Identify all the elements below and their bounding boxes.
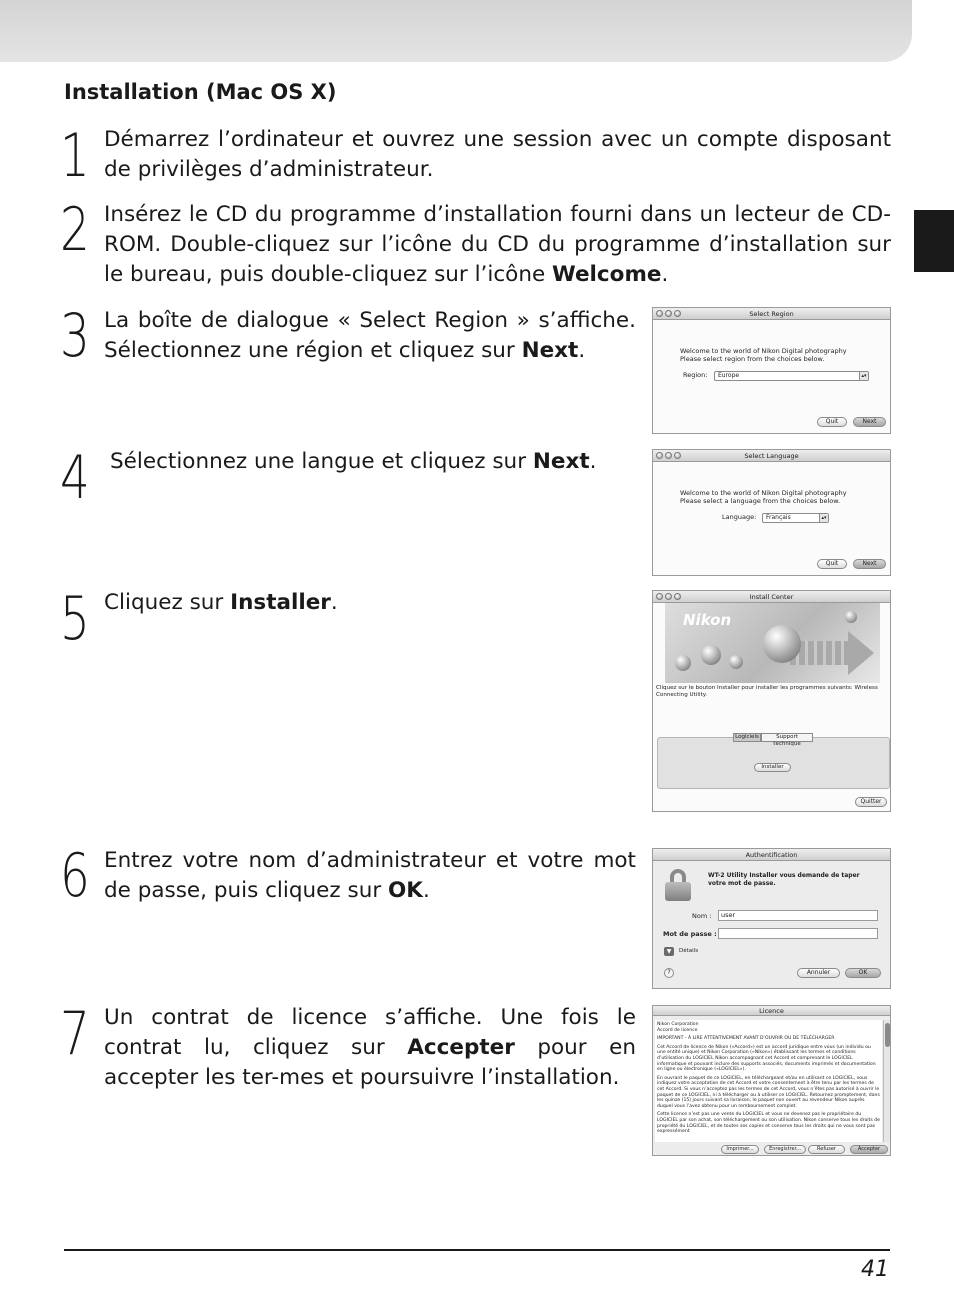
next-button[interactable]: Next — [853, 559, 886, 569]
name-field[interactable]: user — [718, 910, 878, 921]
minimize-window-icon[interactable] — [665, 452, 672, 459]
details-label: Détails — [679, 948, 699, 954]
step-number: 4 — [60, 443, 90, 513]
popup-arrows-icon: ▴▾ — [819, 514, 828, 522]
close-window-icon[interactable] — [656, 452, 663, 459]
close-window-icon[interactable] — [656, 593, 663, 600]
step-text-emphasis: OK — [388, 878, 423, 903]
footer-rule — [64, 1249, 890, 1251]
name-label: Nom : — [692, 912, 712, 920]
tab-software[interactable]: Logiciels — [733, 733, 761, 742]
step-text-body: Entrez votre nom d’administrateur et votre mot de passe, puis cliquez sur — [104, 848, 636, 903]
quit-button[interactable]: Quit — [817, 559, 847, 569]
auth-message: WT-2 Utility Installer vous demande de taper — [708, 872, 860, 879]
language-selected-value: Français — [766, 514, 791, 521]
minimize-window-icon[interactable] — [665, 593, 672, 600]
zoom-window-icon[interactable] — [674, 452, 681, 459]
select-region-window — [652, 307, 891, 434]
header-band — [0, 0, 912, 62]
auth-message-end: votre mot de passe. — [708, 880, 776, 887]
step-text-end: . — [330, 590, 338, 615]
prompt-text: Please select a language from the choices below. — [680, 497, 841, 505]
step-text-body: La boîte de dialogue « Select Region » s’affiche. Sélectionnez une région et cliquez sur — [104, 308, 636, 363]
step-text — [104, 588, 636, 618]
step-number: 3 — [60, 301, 90, 371]
step-text-end: . — [661, 262, 669, 287]
step-text-end: . — [422, 878, 430, 903]
page-number: 41 — [861, 1257, 889, 1282]
password-field[interactable] — [718, 928, 878, 939]
step-text — [104, 846, 636, 906]
step-text-end: . — [589, 449, 597, 474]
step-text-body: Insérez le CD du programme d’installation fourni dans un lecteur de CD-ROM. Double-cliquez sur l’icône du CD du programme d’installation sur le bureau, puis double-cliquez sur l’icône — [104, 202, 891, 287]
step-text — [104, 306, 636, 366]
region-selected-value: Europe — [718, 372, 740, 379]
language-label: Language: — [722, 513, 757, 521]
region-label: Region: — [683, 371, 708, 379]
step-text — [104, 1003, 636, 1093]
nikon-logo: Nikon — [683, 611, 732, 629]
step-text-body: Un contrat de licence s’affiche. Une fois le contrat lu, cliquez sur — [104, 1005, 636, 1060]
step-text-body: Démarrez l’ordinateur et ouvrez une session avec un compte disposant de privilèges d’administrateur. — [104, 127, 891, 182]
save-button[interactable]: Enregistrer... — [764, 1145, 806, 1154]
quit-button[interactable]: Quitter — [855, 797, 887, 807]
window-titlebar — [653, 308, 890, 320]
step-text-emphasis: Welcome — [552, 262, 662, 287]
window-title: Select Language — [744, 452, 799, 460]
step-text — [110, 447, 636, 477]
install-description: Cliquez sur le bouton Installer pour installer les programmes suivants: Wireless — [656, 685, 878, 691]
section-tab — [914, 210, 954, 272]
quit-button[interactable]: Quit — [817, 417, 847, 427]
license-line: Cet Accord de licence de Nikon («Accord») est un accord juridique entre vous (un individu ou une entité unique) et Nikon Corporation («Nikon») établissant les termes et conditions d’utilisation du LOGICIEL Nikon accompagnant cet Accord et comprenant le LOGICIEL informatique et pouvant inclure des supports associés, documents imprimés et documentation en ligne ou électronique («LOGICIEL»). — [657, 1044, 876, 1073]
zoom-window-icon[interactable] — [674, 593, 681, 600]
license-window — [652, 1005, 891, 1156]
lock-icon — [665, 869, 691, 901]
step-text-body: Cliquez sur — [104, 590, 231, 615]
authentication-window — [652, 848, 891, 989]
help-button[interactable]: ? — [664, 968, 674, 978]
nikon-banner-image — [665, 603, 880, 683]
cancel-button[interactable]: Annuler — [797, 968, 840, 978]
install-center-window — [652, 590, 891, 812]
refuse-button[interactable]: Refuser — [808, 1145, 845, 1154]
license-scrollbar[interactable] — [883, 1020, 890, 1142]
scrollbar-thumb[interactable] — [885, 1023, 890, 1047]
region-select[interactable] — [714, 371, 869, 381]
step-text — [104, 125, 891, 185]
window-title: Authentification — [745, 851, 798, 859]
select-language-window — [652, 449, 891, 576]
language-select[interactable] — [762, 513, 829, 523]
password-label: Mot de passe : — [663, 930, 717, 938]
license-line: En ouvrant le paquet de ce LOGICIEL, en téléchargeant et/ou en utilisant ce LOGICIEL, vous indiquez votre acceptation de cet Accord et votre consentement à être tenu par les termes de cet Accord. Si vous n’acceptez pas les termes de cet Accord, vous n’êtes pas autorisé à ouvrir le paquet de ce LOGICIEL, ni à télécharger ou à utiliser ce LOGICIEL. Retournez promptement, dans les quinze (15) jours suivant sa livraison, le paquet non ouvert au revendeur Nikon auprès duquel vous l’avez obtenu pour un remboursement complet. — [657, 1075, 880, 1109]
section-heading: Installation (Mac OS X) — [64, 80, 337, 104]
window-title: Install Center — [749, 593, 794, 601]
window-title: Licence — [759, 1007, 784, 1015]
print-button[interactable]: Imprimer... — [721, 1145, 759, 1154]
install-button[interactable]: Installer — [754, 763, 791, 772]
license-line: Nikon Corporation — [657, 1022, 699, 1027]
step-text-body: Sélectionnez une langue et cliquez sur — [110, 449, 533, 474]
welcome-text: Welcome to the world of Nikon Digital photography — [680, 489, 847, 497]
step-number: 7 — [60, 999, 90, 1069]
license-line: IMPORTANT - À LIRE ATTENTIVEMENT AVANT D’OUVRIR OU DE TÉLÉCHARGER — [657, 1036, 835, 1042]
step-text-end: pour en accepter les ter-mes et poursuivre l’installation. — [104, 1035, 637, 1090]
next-button[interactable]: Next — [853, 417, 886, 427]
tab-support[interactable]: Support technique — [761, 733, 813, 742]
ok-button[interactable]: OK — [845, 968, 881, 978]
window-title: Select Region — [749, 310, 794, 318]
step-text-emphasis: Next — [521, 338, 579, 363]
step-number: 1 — [60, 121, 90, 191]
window-titlebar — [653, 849, 890, 861]
window-titlebar — [653, 1006, 890, 1016]
step-text-end: . — [578, 338, 586, 363]
step-text-emphasis: Accepter — [407, 1035, 515, 1060]
license-line: Cette licence n’est pas une vente du LOGICIEL et vous ne devenez pas le propriétaire du LOGICIEL par son achat, son téléchargement ou son utilisation. Nikon conserve tous les droits de propriété du LOGICIEL, et de toutes ses copies et conserve tous les droits qui ne vous sont pas expressément — [657, 1112, 880, 1135]
license-line: Accord de licence — [657, 1027, 698, 1033]
disclosure-triangle-icon[interactable]: ▼ — [664, 947, 674, 956]
license-text-area[interactable] — [655, 1020, 882, 1142]
welcome-text: Welcome to the world of Nikon Digital photography — [680, 347, 847, 355]
popup-arrows-icon: ▴▾ — [859, 372, 868, 380]
window-titlebar — [653, 450, 890, 462]
close-window-icon[interactable] — [656, 310, 663, 317]
zoom-window-icon[interactable] — [674, 310, 681, 317]
step-number: 6 — [60, 841, 90, 911]
step-text-emphasis: Installer — [230, 590, 331, 615]
step-text-emphasis: Next — [532, 449, 590, 474]
minimize-window-icon[interactable] — [665, 310, 672, 317]
prompt-text: Please select region from the choices below. — [680, 355, 825, 363]
step-number: 2 — [60, 195, 90, 265]
step-number: 5 — [60, 584, 90, 654]
step-text — [104, 200, 891, 290]
accept-button[interactable]: Accepter — [850, 1145, 888, 1154]
window-titlebar — [653, 591, 890, 603]
install-description-end: Connecting Utility. — [656, 692, 707, 698]
